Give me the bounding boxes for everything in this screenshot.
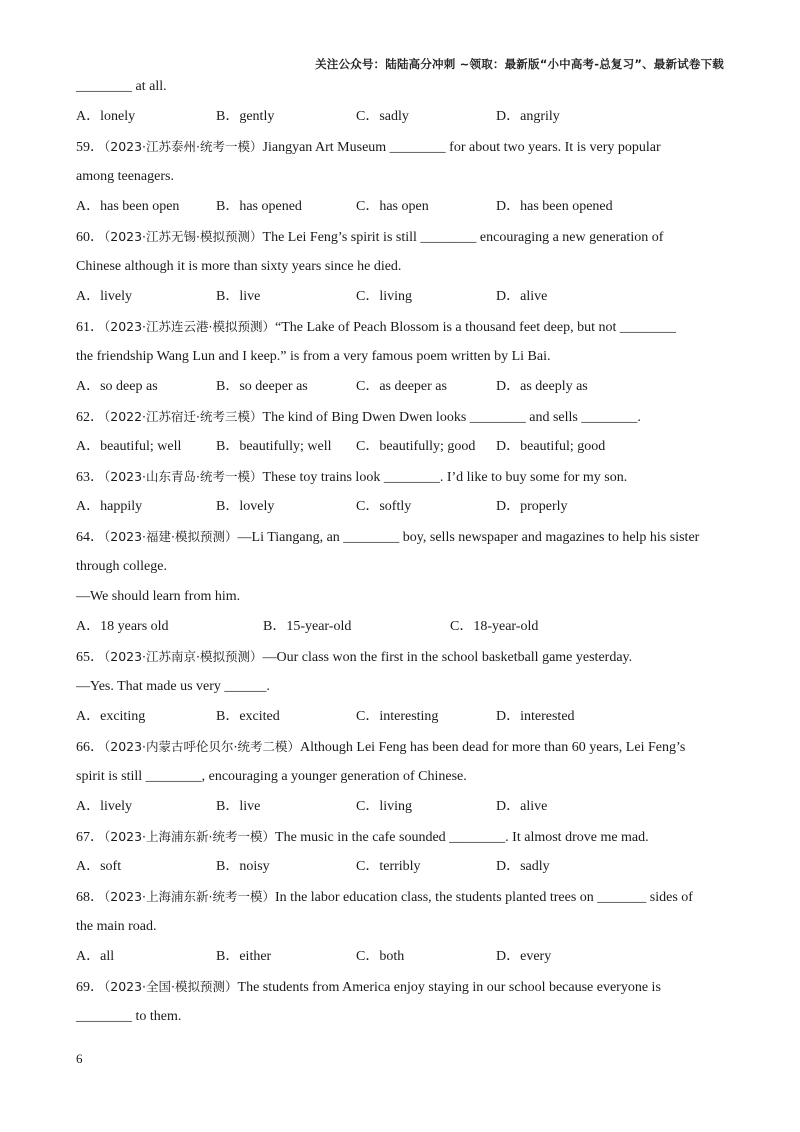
question-source: （2022·江苏宿迁·统考三模） [104, 409, 263, 424]
question-text: The students from America enjoy staying in our school because everyone is [237, 980, 661, 995]
question-item [76, 642, 726, 732]
option: C．terribly [356, 859, 421, 874]
question-text: Although Lei Feng has been dead for more than 60 years, Lei Feng’s [300, 740, 686, 755]
option: D．sadly [496, 859, 550, 874]
question-stem-continued: among teenagers. [76, 169, 174, 184]
page-number: 6 [76, 1051, 83, 1066]
option: A．has been open [76, 199, 180, 214]
option: A．happily [76, 499, 143, 514]
question-number: 59． [76, 140, 104, 155]
question-options [76, 852, 726, 882]
question-text: These toy trains look ________. I’d like to buy some for my son. [262, 470, 628, 485]
question-source: （2023·江苏南京·模拟预测） [104, 649, 263, 664]
option: D．as deeply as [496, 379, 588, 394]
option: D．has been opened [496, 199, 613, 214]
question-stem [76, 972, 726, 1002]
option: D．interested [496, 709, 575, 724]
option: A．so deep as [76, 379, 158, 394]
question-number: 69． [76, 980, 104, 995]
question-stem [76, 462, 726, 492]
question-number: 63． [76, 470, 104, 485]
question-options [76, 282, 726, 312]
option: C．as deeper as [356, 379, 447, 394]
question-source: （2023·上海浦东新·统考一模） [104, 889, 276, 904]
option: D．properly [496, 499, 568, 514]
question-text: The kind of Bing Dwen Dwen looks ________ and sells ________. [262, 410, 641, 425]
option: A．18 years old [76, 619, 169, 634]
question-options [76, 192, 726, 222]
question-item [76, 222, 726, 312]
option: C．both [356, 949, 405, 964]
question-options [76, 612, 726, 642]
question-stem-continued: the main road. [76, 919, 157, 934]
option: A．lively [76, 289, 132, 304]
option: A．exciting [76, 709, 146, 724]
question-text: Jiangyan Art Museum ________ for about two years. It is very popular [262, 140, 661, 155]
question-text: —Our class won the first in the school basketball game yesterday. [262, 650, 633, 665]
option: B．lovely [216, 499, 275, 514]
question-text: “The Lake of Peach Blossom is a thousand feet deep, but not ________ [275, 320, 676, 335]
question-source: （2023·福建·模拟预测） [104, 529, 238, 544]
option: D．beautiful; good [496, 439, 606, 454]
question-stem-continued: —Yes. That made us very ______. [76, 679, 270, 694]
option: C．sadly [356, 109, 409, 124]
option: A．lively [76, 799, 132, 814]
option: A．beautiful; well [76, 439, 182, 454]
question-item [76, 312, 726, 402]
question-stem-continued: —We should learn from him. [76, 589, 241, 604]
question-stem [76, 882, 726, 912]
lead-text: ________ at all. [76, 79, 167, 94]
question-options [76, 432, 726, 462]
question-stem-continued: Chinese although it is more than sixty years since he died. [76, 259, 402, 274]
option: D．alive [496, 799, 548, 814]
option: C．beautifully; good [356, 439, 476, 454]
question-text: In the labor education class, the students planted trees on _______ sides of [275, 890, 693, 905]
question-text: The music in the cafe sounded ________. It almost drove me mad. [275, 830, 649, 845]
option: A．lonely [76, 109, 136, 124]
option: C．softly [356, 499, 412, 514]
question-source: （2023·江苏泰州·统考一模） [104, 139, 263, 154]
question-number: 62． [76, 410, 104, 425]
option: C．18-year-old [450, 619, 539, 634]
page-header: 关注公众号：陆陆高分冲刺 ~领取：最新版“小中高考-总复习”、最新试卷下载 [315, 57, 724, 71]
question-number: 60． [76, 230, 104, 245]
option: A．all [76, 949, 115, 964]
option: D．alive [496, 289, 548, 304]
question-source: （2023·江苏无锡·模拟预测） [104, 229, 263, 244]
question-number: 67． [76, 830, 104, 845]
option: B．gently [216, 109, 275, 124]
question-stem [76, 222, 726, 252]
question-number: 64． [76, 530, 104, 545]
question-stem [76, 642, 726, 672]
question-item [76, 462, 726, 522]
question-stem [76, 732, 726, 762]
question-item [76, 522, 726, 642]
option: C．has open [356, 199, 429, 214]
question-number: 65． [76, 650, 104, 665]
question-options [76, 942, 726, 972]
question-options [76, 372, 726, 402]
question-text: The Lei Feng’s spirit is still ________ encouraging a new generation of [262, 230, 664, 245]
question-options [76, 792, 726, 822]
question-item [76, 732, 726, 822]
option: D．every [496, 949, 552, 964]
option: D．angrily [496, 109, 560, 124]
option: B．15-year-old [263, 619, 352, 634]
question-source: （2023·江苏连云港·模拟预测） [104, 319, 276, 334]
option: B．beautifully; well [216, 439, 332, 454]
question-list [76, 72, 726, 1032]
question-stem [76, 312, 726, 342]
question-item [76, 822, 726, 882]
question-item [76, 132, 726, 222]
option: B．live [216, 799, 261, 814]
question-options [76, 702, 726, 732]
question-stem [76, 402, 726, 432]
option: B．noisy [216, 859, 270, 874]
question-stem [76, 522, 726, 552]
option: C．interesting [356, 709, 439, 724]
lead-options [76, 102, 726, 132]
option: C．living [356, 799, 413, 814]
question-stem-continued: the friendship Wang Lun and I keep.” is from a very famous poem written by Li Bai. [76, 349, 551, 364]
option: B．either [216, 949, 272, 964]
question-stem-continued: spirit is still ________, encouraging a younger generation of Chinese. [76, 769, 467, 784]
question-options [76, 492, 726, 522]
question-number: 61． [76, 320, 104, 335]
option: C．living [356, 289, 413, 304]
question-source: （2023·山东青岛·统考一模） [104, 469, 263, 484]
option: A．soft [76, 859, 122, 874]
question-source: （2023·全国·模拟预测） [104, 979, 238, 994]
question-stem-continued: ________ to them. [76, 1009, 182, 1024]
option: B．live [216, 289, 261, 304]
question-source: （2023·内蒙古呼伦贝尔·统考二模） [104, 739, 301, 754]
question-item [76, 972, 726, 1032]
question-text: —Li Tiangang, an ________ boy, sells newspaper and magazines to help his sister [237, 530, 700, 545]
question-stem [76, 822, 726, 852]
question-item [76, 402, 726, 462]
option: B．so deeper as [216, 379, 308, 394]
option: B．has opened [216, 199, 302, 214]
question-source: （2023·上海浦东新·统考一模） [104, 829, 276, 844]
question-stem-continued: through college. [76, 559, 167, 574]
question-stem [76, 132, 726, 162]
question-number: 68． [76, 890, 104, 905]
question-item [76, 882, 726, 972]
option: B．excited [216, 709, 280, 724]
question-number: 66． [76, 740, 104, 755]
